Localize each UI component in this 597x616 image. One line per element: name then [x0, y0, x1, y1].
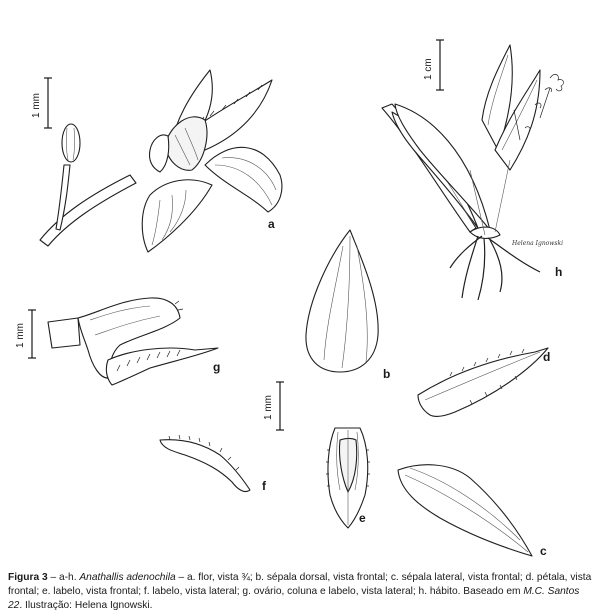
panel-label-h: h [555, 265, 563, 279]
caption-range: – a-h. [47, 572, 80, 583]
caption-label: Figura 3 [8, 572, 48, 583]
scale-label-petal-lateral: 1 mm [263, 395, 274, 420]
scale-label-habit: 1 cm [423, 58, 434, 80]
illustration-d-petal [418, 348, 551, 416]
panel-label-e: e [359, 511, 366, 525]
caption-species: Anathallis adenochila [79, 572, 176, 583]
panel-label-a: a [268, 217, 275, 231]
panel-label-c: c [540, 544, 547, 558]
panel-label-b: b [383, 367, 391, 381]
illustration-a-flower [40, 70, 282, 252]
illustrator-signature: Helena Ignowski [512, 240, 564, 247]
caption-voucher: M.C. Santos 22 [8, 586, 580, 611]
illustration-g-ovary-column-labellum [48, 298, 221, 385]
scale-bar-flower [31, 78, 52, 128]
scale-bar-ovary [15, 310, 36, 358]
figure-caption [8, 571, 593, 613]
panel-label-g: g [213, 360, 221, 374]
illustration-h-habit [382, 45, 564, 300]
caption-text-2: . Ilustração: Helena Ignowski. [19, 600, 153, 611]
scale-bar-petal-lateral [263, 382, 284, 430]
caption-text-1: – a. flor, vista ¾; b. sépala dorsal, vista frontal; c. sépala lateral, vista frontal; d. pétala, vista frontal; e. labelo, vista frontal; f. labelo, vista lateral; g. ovário, coluna e labelo, vista lateral; h. hábito. Baseado em [8, 572, 592, 597]
scale-bar-habit [423, 40, 444, 90]
illustration-b-dorsal-sepal [306, 230, 378, 372]
scale-label-ovary: 1 mm [15, 323, 26, 348]
scale-label-flower: 1 mm [31, 93, 42, 118]
panel-label-f: f [262, 479, 266, 493]
illustration-f-labellum-lateral [160, 435, 250, 492]
illustration-c-lateral-sepal [398, 465, 532, 556]
panel-label-d: d [543, 350, 551, 364]
